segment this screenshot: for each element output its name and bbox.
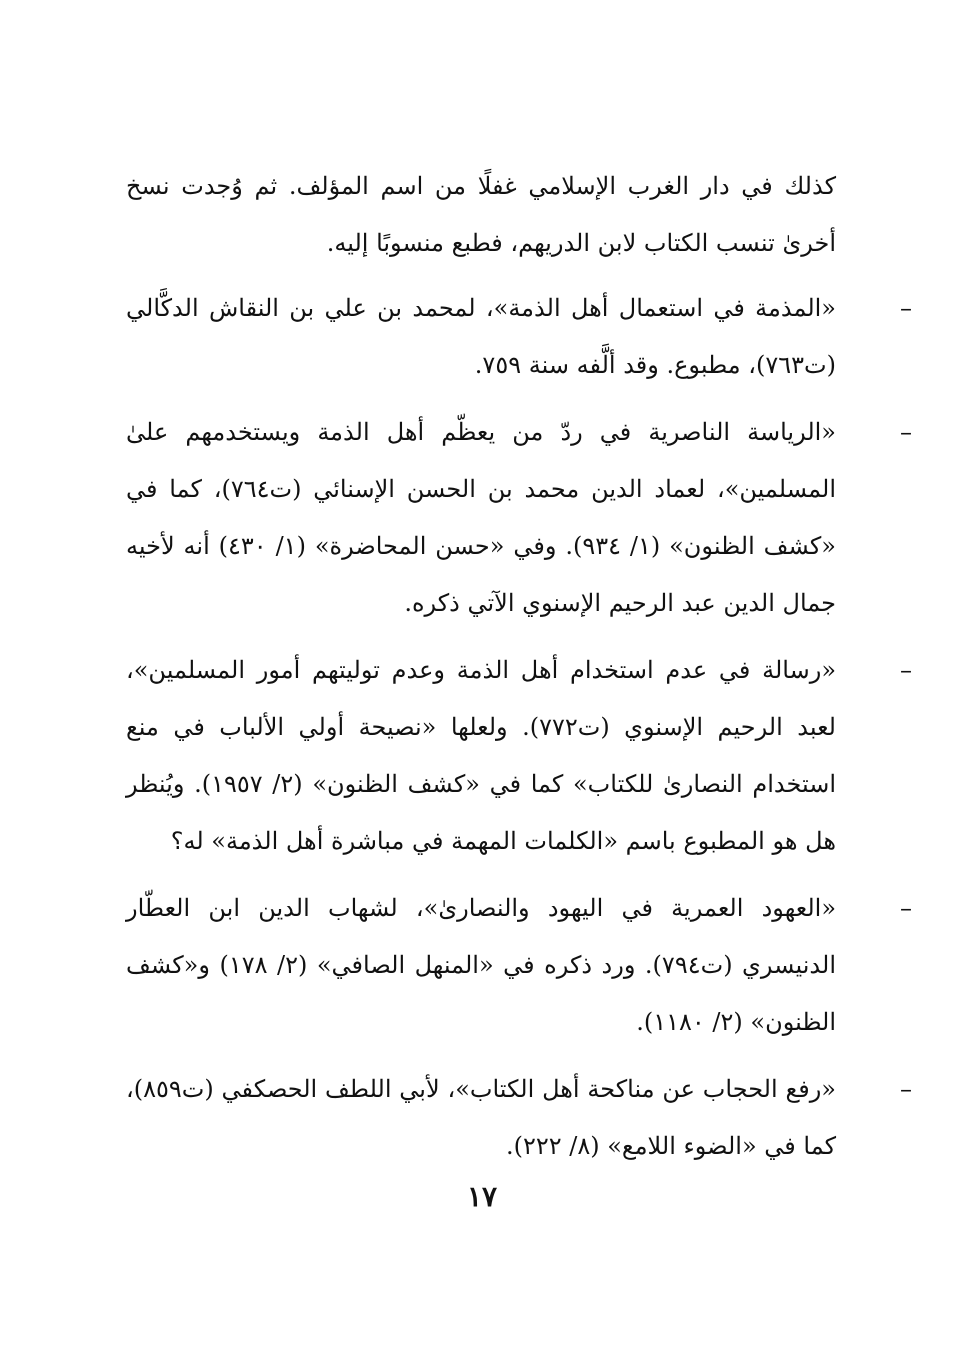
intro-paragraph: كذلك في دار الغرب الإسلامي غفلًا من اسم المؤلف. ثم وُجدت نسخ أخرىٰ تنسب الكتاب لابن الدريهم، فطبع منسوبًا إليه. — [126, 172, 837, 257]
page-number: ١٧ — [466, 1180, 498, 1213]
list-dash: – — [900, 418, 912, 446]
page-body — [126, 158, 912, 1185]
list-item-text: «رسالة في عدم استخدام أهل الذمة وعدم توليتهم أمور المسلمين»، لعبد الرحيم الإسنوي (ت٧٧٢). ولعلها «نصيحة أولي الألباب في منع استخدام النصارىٰ للكتاب» كما في «كشف الظنون» (٢/ ١٩٥٧). ويُنظر هل هو المطبوع باسم «الكلمات المهمة في مباشرة أهل الذمة» له؟ — [126, 656, 837, 855]
list-item — [126, 880, 912, 1051]
list-item — [126, 280, 912, 394]
list-dash: – — [900, 1075, 912, 1103]
list-dash: – — [900, 894, 912, 922]
list-item — [126, 1061, 912, 1175]
list-dash: – — [900, 294, 912, 322]
list-item-text: «المذمة في استعمال أهل الذمة»، لمحمد بن علي بن النقاش الدكَّالي (ت٧٦٣)، مطبوع. وقد ألَّفه سنة ٧٥٩. — [126, 294, 836, 379]
list-item-text: «العهود العمرية في اليهود والنصارىٰ»، لشهاب الدين ابن العطّار الدنيسري (ت٧٩٤). ورد ذكره في «المنهل الصافي» (٢/ ١٧٨) و«كشف الظنون» (٢/ ١١٨٠). — [126, 894, 836, 1036]
list-item — [126, 404, 912, 632]
list-dash: – — [900, 656, 912, 684]
list-item-text: «الرياسة الناصرية في ردّ من يعظّم أهل الذمة ويستخدمهم علىٰ المسلمين»، لعماد الدين محمد بن الحسن الإسنائي (ت٧٦٤)، كما في «كشف الظنون» (١/ ٩٣٤). وفي «حسن المحاضرة» (١/ ٤٣٠) أنه لأخيه جمال الدين عبد الرحيم الإسنوي الآتي ذكره. — [126, 418, 836, 617]
entries-list — [126, 280, 912, 1175]
list-item — [126, 642, 912, 870]
list-item-text: «رفع الحجاب عن مناكحة أهل الكتاب»، لأبي اللطف الحصكفي (ت٨٥٩)، كما في «الضوء اللامع» (٨/ ٢٢٢). — [126, 1075, 836, 1160]
